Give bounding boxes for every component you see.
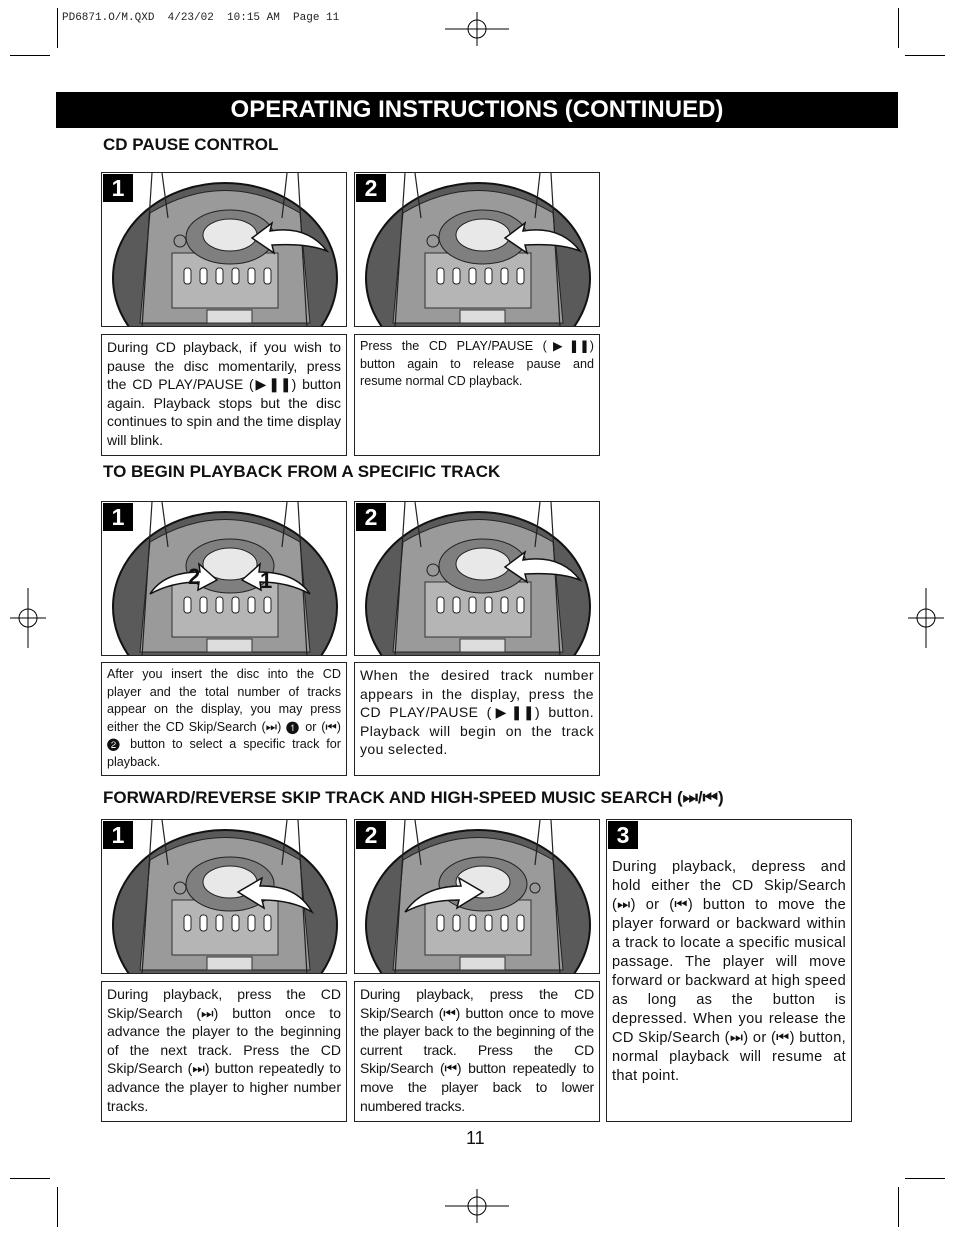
crop-mark (905, 55, 945, 56)
step-number: 2 (356, 174, 386, 202)
cd-player-illustration (102, 173, 347, 327)
page-banner: OPERATING INSTRUCTIONS (CONTINUED) (56, 92, 898, 128)
arrow-label: 1 (260, 568, 273, 593)
registration-mark (445, 12, 509, 46)
cd-player-illustration (102, 502, 347, 656)
illustration-panel (354, 819, 600, 974)
instruction-text: When the desired track number appears in the display, press the CD PLAY/PAUSE (▶❚❚) button. Playback will begin on the track you selected. (354, 662, 600, 776)
cd-player-illustration (102, 820, 347, 974)
cd-player-illustration (355, 502, 600, 656)
illustration-panel (101, 819, 347, 974)
section-title-skip: FORWARD/REVERSE SKIP TRACK AND HIGH-SPEED MUSIC SEARCH (⏭/⏮) (103, 788, 724, 807)
crop-mark (57, 8, 58, 48)
file-slug: PD6871.O/M.QXD 4/23/02 10:15 AM Page 11 (62, 12, 340, 24)
arrow-label: 2 (188, 564, 201, 589)
section-title-pause: CD PAUSE CONTROL (103, 135, 279, 154)
registration-mark (10, 588, 46, 648)
step-number: 1 (103, 174, 133, 202)
crop-mark (905, 1178, 945, 1179)
cd-player-illustration (355, 173, 600, 327)
instruction-text: Press the CD PLAY/PAUSE (▶❚❚) button again to release pause and resume normal CD playback. (354, 334, 600, 456)
cd-player-illustration (355, 820, 600, 974)
registration-mark (445, 1189, 509, 1223)
illustration-panel (354, 172, 600, 327)
step-number: 2 (356, 503, 386, 531)
illustration-panel (101, 501, 347, 656)
page-number: 11 (466, 1128, 485, 1148)
instruction-text: During playback, press the CD Skip/Search (⏮) button once to move the player back to the beginning of the current track. Press the CD Skip/Search (⏮) button repeatedly to move the player back to lower numbered tracks. (354, 981, 600, 1122)
crop-mark (898, 1187, 899, 1227)
step-number: 1 (103, 821, 133, 849)
instruction-text: During playback, press the CD Skip/Search (⏭) button once to advance the player to the beginning of the next track. Press the CD Skip/Search (⏭) button repeatedly to advance the player to higher number tracks. (101, 981, 347, 1122)
crop-mark (898, 8, 899, 48)
crop-mark (10, 55, 50, 56)
illustration-panel (354, 501, 600, 656)
illustration-panel (101, 172, 347, 327)
instruction-text: After you insert the disc into the CD player and the total number of tracks appear on the display, you may press either the CD Skip/Search (⏭) ❶ or (⏮) ❷ button to select a specific track for playback. (101, 662, 347, 776)
instruction-text: During CD playback, if you wish to pause the disc momentarily, press the CD PLAY/PAUSE (▶❚❚) button again. Playback stops but the disc continues to spin and the time display will blink. (101, 334, 347, 456)
crop-mark (10, 1178, 50, 1179)
step-number: 2 (356, 821, 386, 849)
step-three-panel (606, 819, 852, 1122)
section-title-track: TO BEGIN PLAYBACK FROM A SPECIFIC TRACK (103, 462, 501, 481)
step-number: 3 (608, 821, 638, 849)
step-number: 1 (103, 503, 133, 531)
registration-mark (908, 588, 944, 648)
instruction-text: During playback, depress and hold either the CD Skip/Search (⏭) or (⏮) button to move the player forward or backward within a track to locate a specific musical passage. The player will move forward or backward at high speed as long as the button is depressed. When you release the CD Skip/Search (⏭) or (⏮) button, normal playback will resume at that point. (612, 859, 846, 1084)
crop-mark (57, 1187, 58, 1227)
